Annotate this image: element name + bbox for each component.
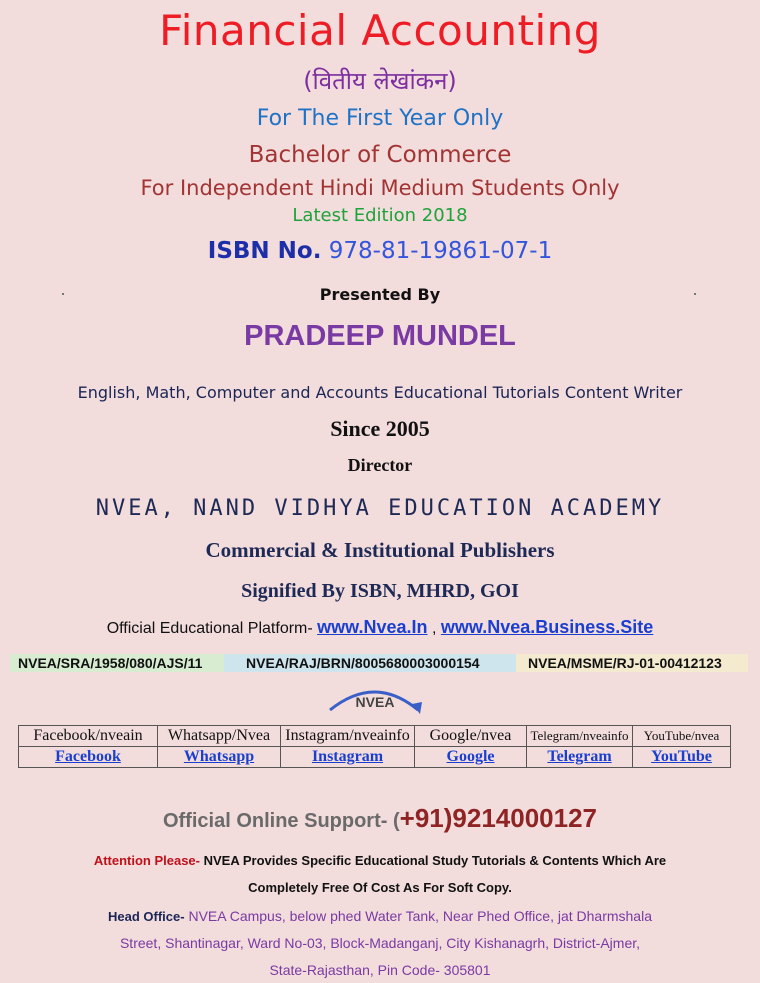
social-table xyxy=(18,725,731,768)
head-office-label: Head Office- xyxy=(108,909,185,924)
telegram-handle: Telegram/nveainfo xyxy=(527,726,633,747)
facebook-cell xyxy=(19,747,158,768)
platform-label: Official Educational Platform- xyxy=(106,620,313,637)
address-text-1: NVEA Campus, below phed Water Tank, Near Phed Office, jat Dharmshala xyxy=(188,908,652,924)
address-line-2: Street, Shantinagar, Ward No-03, Block-Madanganj, City Kishanagrh, District-Ajmer, xyxy=(119,935,641,951)
google-cell xyxy=(415,747,527,768)
attention-text: NVEA Provides Specific Educational Study Tutorials & Contents Which Are xyxy=(203,853,667,868)
registration-bar xyxy=(10,654,748,672)
author-name: PRADEEP MUNDEL xyxy=(244,320,516,352)
author-description: English, Math, Computer and Accounts Educational Tutorials Content Writer xyxy=(77,383,683,402)
attention-label: Attention Please- xyxy=(93,853,200,868)
hindi-title: (वितीय लेखांकन) xyxy=(303,67,457,95)
edition-label: Latest Edition 2018 xyxy=(292,205,468,226)
instagram-cell xyxy=(281,747,415,768)
facebook-link[interactable]: Facebook xyxy=(55,748,121,765)
support-label: Official Online Support- ( xyxy=(162,810,400,832)
whatsapp-link[interactable]: Whatsapp xyxy=(183,748,255,765)
registration-brn: NVEA/RAJ/BRN/8005680003000154 xyxy=(224,654,516,672)
academy-name: NVEA, NAND VIDHYA EDUCATION ACADEMY xyxy=(95,496,665,521)
facebook-handle: Facebook/nveain xyxy=(19,726,158,747)
academy-tagline: Commercial & Institutional Publishers xyxy=(205,538,555,562)
link-separator: , xyxy=(431,620,437,637)
attention-line xyxy=(0,853,760,868)
logo-text: NVEA xyxy=(355,694,395,710)
isbn-line xyxy=(0,238,760,264)
whatsapp-handle: Whatsapp/Nvea xyxy=(158,726,281,747)
since-year: Since 2005 xyxy=(330,416,430,441)
whatsapp-cell xyxy=(158,747,281,768)
isbn-number: 978-81-19861-07-1 xyxy=(328,238,553,264)
address-line-3: State-Rajasthan, Pin Code- 305801 xyxy=(269,962,491,978)
support-phone: +91)9214000127 xyxy=(399,803,598,833)
instagram-link[interactable]: Instagram xyxy=(311,748,384,765)
youtube-handle: YouTube/nvea xyxy=(633,726,731,747)
youtube-link[interactable]: YouTube xyxy=(651,748,712,765)
youtube-cell xyxy=(633,747,731,768)
google-handle: Google/nvea xyxy=(415,726,527,747)
presented-by: Presented By xyxy=(319,285,441,304)
social-links-row xyxy=(19,747,731,768)
attention-text-2: Completely Free Of Cost As For Soft Copy. xyxy=(248,880,512,895)
instagram-handle: Instagram/nveainfo xyxy=(281,726,415,747)
telegram-cell xyxy=(527,747,633,768)
address-line-1 xyxy=(0,908,760,924)
book-title: Financial Accounting xyxy=(159,6,601,55)
support-line xyxy=(0,803,760,834)
academy-signified: Signified By ISBN, MHRD, GOI xyxy=(241,580,519,602)
author-role: Director xyxy=(347,455,413,475)
telegram-link[interactable]: Telegram xyxy=(547,748,612,765)
registration-msme: NVEA/MSME/RJ-01-00412123 xyxy=(516,654,748,672)
nvea-business-link[interactable]: www.Nvea.Business.Site xyxy=(440,617,654,637)
degree-subtitle: Bachelor of Commerce xyxy=(248,142,512,168)
nvea-logo xyxy=(320,680,430,722)
nvea-in-link[interactable]: www.Nvea.In xyxy=(317,617,428,637)
medium-subtitle: For Independent Hindi Medium Students Only xyxy=(140,176,620,200)
platform-line xyxy=(0,617,760,638)
first-year-subtitle: For The First Year Only xyxy=(256,106,504,131)
social-handles-row xyxy=(19,726,731,747)
google-link[interactable]: Google xyxy=(446,748,495,765)
registration-sra: NVEA/SRA/1958/080/AJS/11 xyxy=(10,654,224,672)
isbn-label: ISBN No. xyxy=(207,238,322,264)
